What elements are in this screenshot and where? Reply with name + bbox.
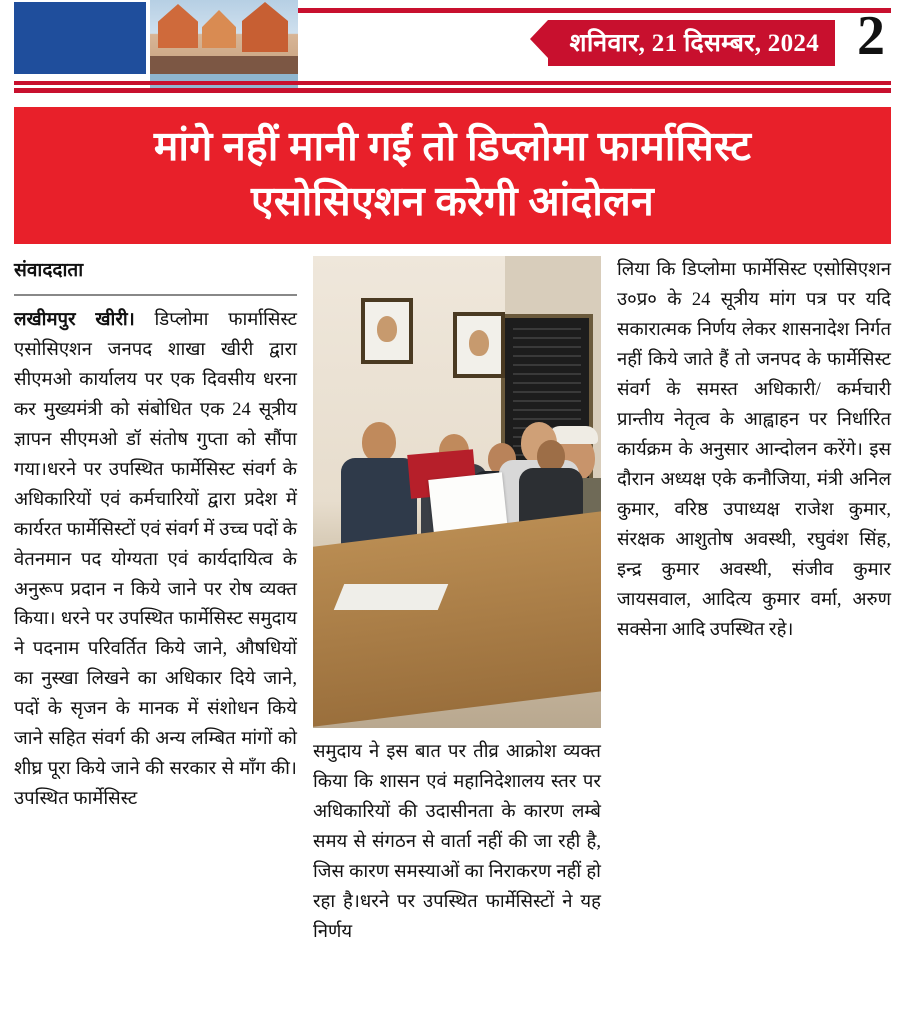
masthead — [14, 0, 891, 93]
photo-portrait-frame-2 — [453, 312, 505, 378]
column-middle-text: समुदाय ने इस बात पर तीव्र आक्रोश व्यक्त किया कि शासन एवं महानिदेशालय स्तर पर अधिकारियों की उदासीनता के कारण लम्बे समय से संगठन से वार्ता नहीं की जा रही है, जिस कारण समस्याओं का निराकरण नहीं हो रहा है।धरने पर उपस्थित फार्मेसिस्टों ने यह निर्णय — [312, 742, 601, 942]
column-right-text: लिया कि डिप्लोमा फार्मेसिस्ट एसोसिएशन उ०प्र० के 24 सूत्रीय मांग पत्र पर यदि सकारात्मक निर्णय लेकर शासनादेश निर्गत नहीं किये जाते हैं तो जनपद के फार्मेसिस्ट संवर्ग के समस्त अधिकारी/ कर्मचारी प्रान्तीय नेतृत्व के आह्वाहन पर निर्धारित कार्यक्रम के अनुसार आन्दोलन करेंगे। इस दौरान अध्यक्ष एके कनौजिया, मंत्री अनिल कुमार, वरिष्ठ उपाध्यक्ष राजेश कुमार, संरक्षक आशुतोष अवस्थी, रघुवंश सिंह, इन्द्र कुमार अवस्थी, संजीव कुमार जायसवाल, आदित्य कुमार वर्मा, अरुण सक्सेना आदि उपस्थित रहे। — [616, 260, 891, 640]
dateline: लखीमपुर खीरी। — [14, 309, 135, 330]
masthead-blue-block — [14, 2, 146, 74]
headline-line-2: एसोसिएशन करेगी आंदोलन — [251, 177, 654, 224]
photo-desk — [313, 509, 601, 728]
headline-banner — [14, 107, 891, 244]
photo-desk-papers — [334, 584, 449, 610]
portrait-face-1 — [377, 316, 397, 342]
masthead-bottom-rule-thin — [14, 88, 891, 90]
article-photo — [313, 256, 601, 728]
temple-shape-2 — [202, 10, 236, 48]
temple-shape-1 — [158, 4, 198, 48]
photo-portrait-frame-1 — [361, 298, 413, 364]
column-middle — [313, 256, 601, 996]
column-left — [14, 256, 297, 996]
bridge-shape — [150, 56, 298, 74]
person-head — [362, 422, 396, 462]
article-body — [14, 256, 891, 996]
column-left-text — [14, 306, 297, 815]
headline-line-1: मांगे नहीं मानी गईं तो डिप्लोमा फार्मासिस्ट — [153, 123, 752, 169]
masthead-top-rule — [298, 8, 891, 13]
publication-date: शनिवार, 21 दिसम्बर, 2024 — [548, 20, 835, 66]
page-number: 2 — [857, 5, 885, 67]
date-ribbon-wrap — [548, 20, 835, 66]
masthead-temple-photo — [150, 0, 298, 88]
masthead-bottom-rule — [14, 81, 891, 85]
column-left-paragraph: डिप्लोमा फार्मासिस्ट एसोसिएशन जनपद शाखा खीरी द्वारा सीएमओ कार्यालय पर एक दिवसीय धरना कर मुख्यमंत्री को संबोधित एक 24 सूत्रीय ज्ञापन सीएमओ डॉ संतोष गुप्ता को सौंपा गया।धरने पर उपस्थित फार्मेसिस्ट संवर्ग के अधिकारियों एवं कर्मचारियों द्वारा प्रदेश में कार्यरत फार्मेसिस्टों एवं संवर्ग में उच्च पदों के वेतनमान पद योग्यता एवं कार्यदायित्व के अनुरूप प्रदान न किये जाने पर रोष व्यक्त किया। धरने पर उपस्थित फार्मेसिस्ट समुदाय ने पदनाम परिवर्तित किये जाने, औषधियों का नुस्खा लिखने का अधिकार दिये जाने, पदों के सृजन के मानक में संशोधन किये जाने सहित संवर्ग की अन्य लम्बित मांगों को शीघ्र पूरा किये जाने की सरकार से माँग की। उपस्थित फार्मेसिस्ट — [14, 309, 297, 810]
column-right — [617, 256, 891, 996]
temple-shape-3 — [242, 2, 288, 52]
byline: संवाददाता — [14, 256, 297, 296]
portrait-face-2 — [469, 330, 489, 356]
